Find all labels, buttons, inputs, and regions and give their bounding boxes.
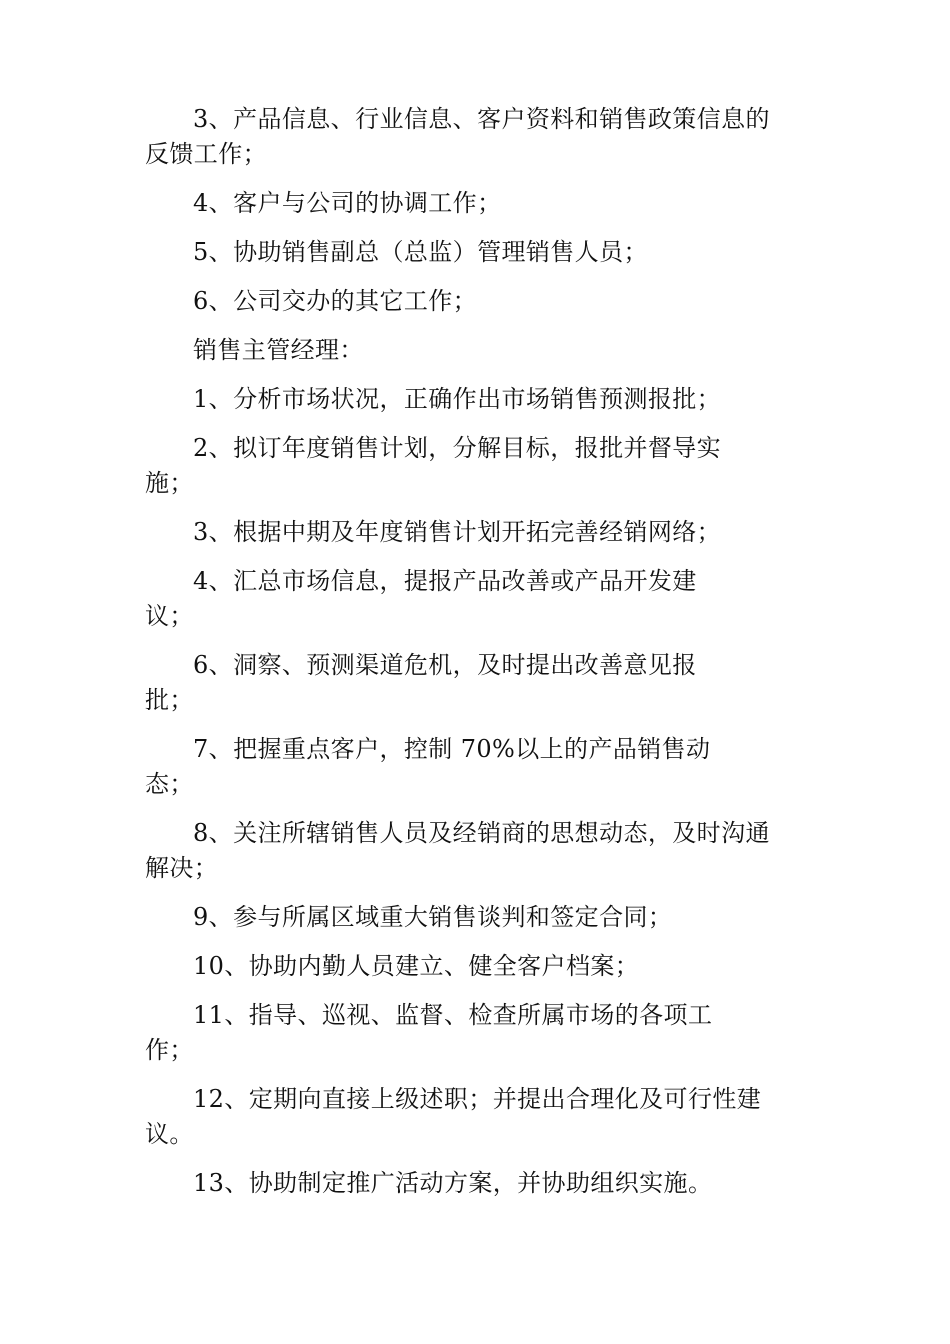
paragraph-line: 议。 [145, 1120, 194, 1148]
paragraph-line: 6、公司交办的其它工作； [193, 287, 478, 315]
paragraph [145, 1166, 795, 1201]
paragraph [145, 816, 795, 886]
paragraph-line: 1、分析市场状况，正确作出市场销售预测报批； [193, 385, 722, 413]
paragraph-line: 3、产品信息、行业信息、客户资料和销售政策信息的 [193, 105, 770, 133]
paragraph-line: 6、洞察、预测渠道危机，及时提出改善意见报 [193, 651, 697, 679]
paragraph-line: 5、协助销售副总（总监）管理销售人员； [193, 238, 648, 266]
paragraph [145, 515, 795, 550]
paragraph-line: 3、根据中期及年度销售计划开拓完善经销网络； [193, 518, 722, 546]
paragraph-line: 11、指导、巡视、监督、检查所属市场的各项工 [193, 1001, 713, 1029]
paragraph-line: 反馈工作； [145, 140, 267, 168]
section-heading [145, 333, 795, 368]
paragraph-line: 4、客户与公司的协调工作； [193, 189, 502, 217]
paragraph-line: 议； [145, 602, 194, 630]
paragraph [145, 564, 795, 634]
paragraph [145, 284, 795, 319]
paragraph [145, 998, 795, 1068]
paragraph-line: 施； [145, 469, 194, 497]
paragraph-line: 作； [145, 1036, 194, 1064]
paragraph-line: 解决； [145, 854, 219, 882]
paragraph-line: 10、协助内勤人员建立、健全客户档案； [193, 952, 640, 980]
paragraph-line: 13、协助制定推广活动方案，并协助组织实施。 [193, 1169, 713, 1197]
paragraph [145, 431, 795, 501]
paragraph [145, 648, 795, 718]
paragraph-line: 态； [145, 770, 194, 798]
paragraph [145, 949, 795, 984]
paragraph-line: 销售主管经理： [193, 336, 364, 364]
document-body [145, 102, 795, 1215]
paragraph-line: 2、拟订年度销售计划，分解目标，报批并督导实 [193, 434, 722, 462]
paragraph [145, 186, 795, 221]
paragraph [145, 102, 795, 172]
paragraph-line: 8、关注所辖销售人员及经销商的思想动态，及时沟通 [193, 819, 770, 847]
paragraph [145, 732, 795, 802]
paragraph-line: 12、定期向直接上级述职；并提出合理化及可行性建 [193, 1085, 762, 1113]
paragraph-line: 9、参与所属区域重大销售谈判和签定合同； [193, 903, 673, 931]
paragraph [145, 900, 795, 935]
paragraph [145, 1082, 795, 1152]
paragraph-line: 7、把握重点客户，控制 70%以上的产品销售动 [193, 735, 711, 763]
paragraph-line: 批； [145, 686, 194, 714]
paragraph [145, 382, 795, 417]
paragraph-line: 4、汇总市场信息，提报产品改善或产品开发建 [193, 567, 697, 595]
paragraph [145, 235, 795, 270]
